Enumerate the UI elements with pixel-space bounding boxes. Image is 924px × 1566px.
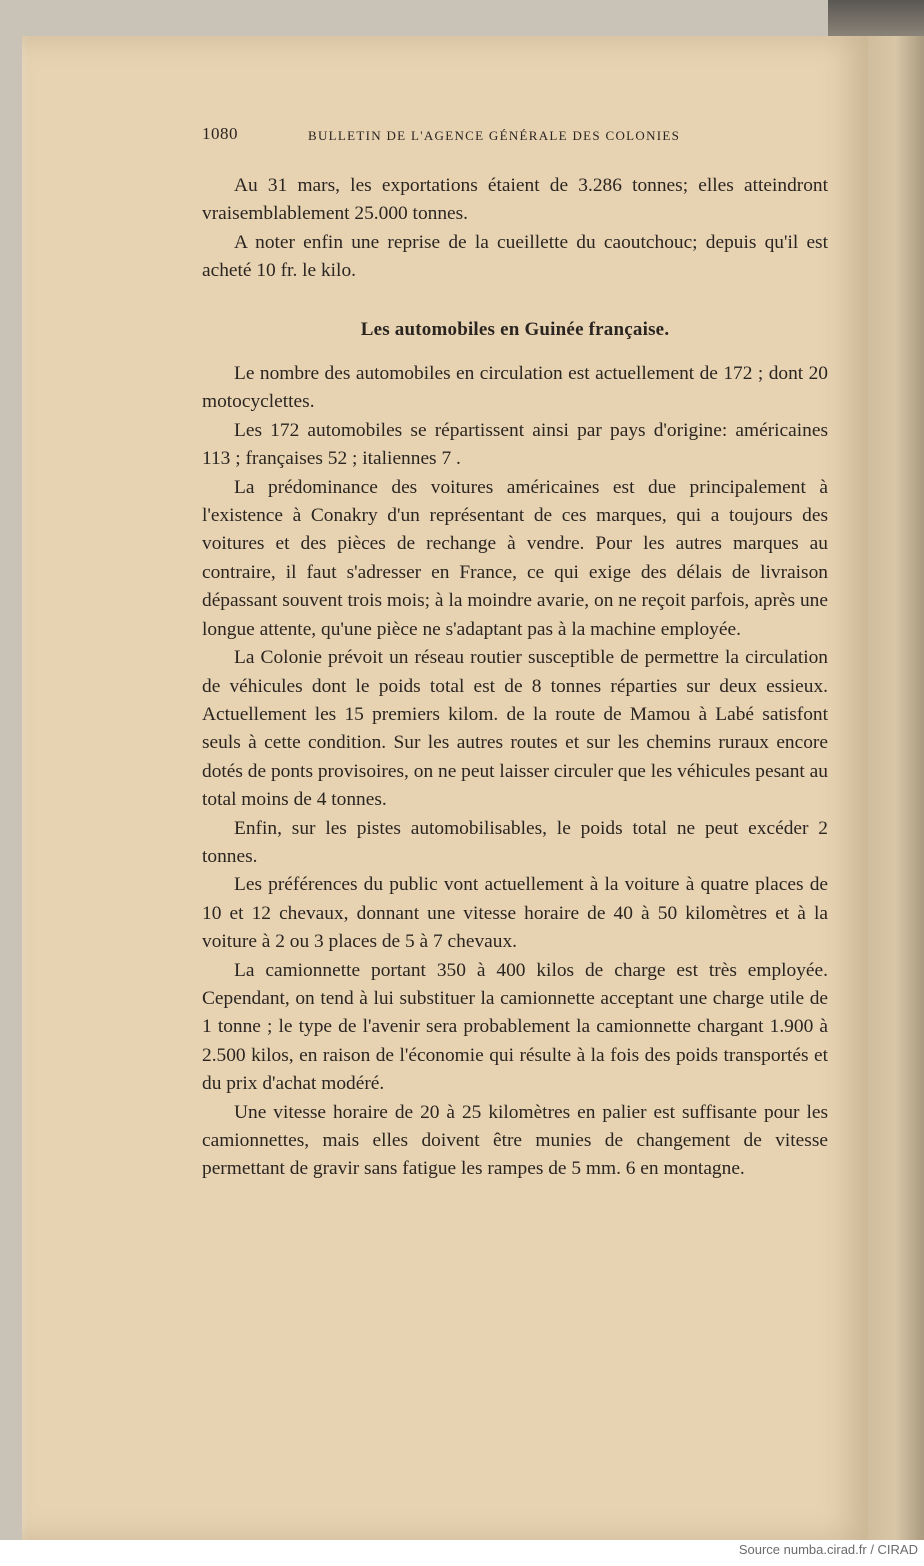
- paragraph: La Colonie prévoit un réseau routier susceptible de permettre la circulation de véhicules dont le poids total est de 8 tonnes réparties sur deux essieux. Actuellement les 15 premiers kilom. de la route de Mamou à Labé satisfont seuls à cette condition. Sur les autres routes et sur les chemins ruraux encore dotés de ponts provisoires, on ne peut laisser circuler que les véhicules pesant au total moins de 4 tonnes.: [202, 647, 828, 811]
- paragraph: Les 172 automobiles se répartissent ainsi par pays d'origine: américaines 113 ; françaises 52 ; italiennes 7 .: [202, 419, 828, 470]
- running-head-title: BULLETIN DE L'AGENCE GÉNÉRALE DES COLONIES: [308, 128, 681, 143]
- page-number: 1080: [202, 124, 238, 143]
- book-edge-shadow: [828, 0, 924, 36]
- section-heading: Les automobiles en Guinée française.: [360, 318, 670, 340]
- paragraph: A noter enfin une reprise de la cueillette du caoutchouc; depuis qu'il est acheté 10 fr. le kilo.: [202, 231, 828, 282]
- paragraph: Le nombre des automobiles en circulation est actuellement de 172 ; dont 20 motocyclettes.: [202, 363, 828, 413]
- paragraph: Une vitesse horaire de 20 à 25 kilomètres en palier est suffisante pour les camionnettes, mais elles doivent être munies de changement de vitesse permettant de gravir sans fatigue les rampes de 5 mm. 6 en montagne.: [202, 1101, 828, 1180]
- paragraph: La prédominance des voitures américaines est due principalement à l'existence à Conakry d'un représentant de ces marques, qui a toujours des voitures et des pièces de rechange à vendre. Pour les autres marques au contraire, il faut s'adresser en France, ce qui exige des délais de livraison dépassant souvent trois mois; à la moindre avarie, on ne reçoit parfois, après une longue attente, qu'une pièce ne s'adaptant pas à la machine employée.: [202, 476, 828, 640]
- paragraph: Les préférences du public vont actuellement à la voiture à quatre places de 10 et 12 chevaux, donnant une vitesse horaire de 40 à 50 kilomètres et à la voiture à 2 ou 3 places de 5 à 7 chevaux.: [202, 874, 828, 953]
- paragraph: Au 31 mars, les exportations étaient de 3.286 tonnes; elles atteindront vraisemblablement 25.000 tonnes.: [202, 175, 828, 225]
- paragraph: La camionnette portant 350 à 400 kilos de charge est très employée. Cependant, on tend à lui substituer la camionnette acceptant une charge utile de 1 tonne ; le type de l'avenir sera probablement la camionnette chargant 1.900 à 2.500 kilos, en raison de l'économie qui résulte à la fois des poids transportés et du prix d'achat modéré.: [202, 959, 828, 1095]
- body-text: [202, 172, 828, 1184]
- running-head: [202, 124, 742, 150]
- source-credit: Source numba.cirad.fr / CIRAD: [738, 1542, 918, 1557]
- paragraph: Enfin, sur les pistes automobilisables, le poids total ne peut excéder 2 tonnes.: [202, 817, 828, 867]
